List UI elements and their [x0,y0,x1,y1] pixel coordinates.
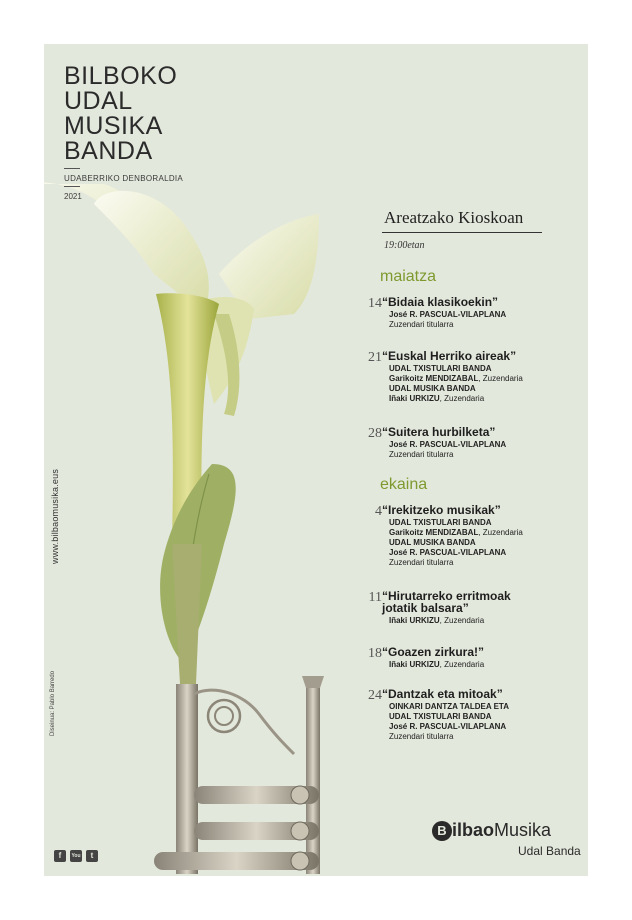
event-performer: OINKARI DANTZA TALDEA ETA [389,702,509,711]
event-day: 28 [368,426,382,441]
event-details [389,364,523,404]
year-label: 2021 [64,192,82,201]
twitter-icon[interactable]: t [86,850,98,862]
trumpet-leadpipe [306,684,320,874]
event-role: Zuzendari titularra [389,450,454,459]
youtube-icon[interactable]: You [70,850,82,862]
event-role: Zuzendari titularra [389,732,454,741]
event-role: Zuzendari titularra [389,558,454,567]
trumpet-pipe [176,684,198,874]
event-performer: José R. PASCUAL-VILAPLANA [389,440,507,449]
event-performer: José R. PASCUAL-VILAPLANA [389,548,507,557]
concert-time: 19:00etan [384,240,425,251]
logo-mark: B [432,821,452,841]
title-line: BILBOKO [64,62,178,90]
event-title: “Bidaia klasikoekin” [382,295,499,309]
trumpet-valve-3 [291,852,309,870]
facebook-icon[interactable]: f [54,850,66,862]
event-day: 11 [368,590,382,605]
event-title: “Dantzak eta mitoak” [382,687,503,701]
event-performer: UDAL MUSIKA BANDA [389,538,476,547]
event-performer: Garikoitz MENDIZABAL [389,374,479,383]
event-title: “Suitera hurbilketa” [382,425,496,439]
event-details [389,310,506,330]
logo-word-bilbao: ilbao [452,820,495,840]
trumpet-valve-2 [291,822,309,840]
website-link[interactable]: www.bilbaomusika.eus [50,468,60,564]
event-performer: José R. PASCUAL-VILAPLANA [389,722,507,731]
event-performer: UDAL TXISTULARI BANDA [389,518,492,527]
season-label: UDABERRIKO DENBORALDIA [64,174,184,183]
event-role: , Zuzendaria [439,616,485,625]
bilbaomusika-logo [432,820,581,858]
event-role: Zuzendari titularra [389,320,454,329]
event-title: “Irekitzeko musikak” [382,503,501,517]
month-may: maiatza [380,268,437,285]
event-role: , Zuzendaria [439,394,485,403]
event-performer: Iñaki URKIZU [389,394,440,403]
event-day: 24 [368,688,382,703]
title-line: UDAL [64,87,133,115]
event-title: “Goazen zirkura!” [382,645,485,659]
trumpet-spiral-outer [208,700,240,732]
event-day: 4 [375,504,382,519]
event-day: 21 [368,350,382,365]
event-title-line: jotatik balsara” [382,601,469,615]
event-title-line: “Hirutarreko erritmoak [382,589,511,603]
logo-word-musika: Musika [494,820,552,840]
divider [64,186,80,187]
trumpet-spiral-inner [215,707,233,725]
event-performer: Garikoitz MENDIZABAL [389,528,479,537]
event-performer: José R. PASCUAL-VILAPLANA [389,310,507,319]
poster [44,44,588,876]
event-details [389,518,523,568]
title-line: MUSIKA [64,112,163,140]
event-performer: UDAL MUSIKA BANDA [389,384,476,393]
event-role: , Zuzendaria [478,528,523,537]
logo-subtitle: Udal Banda [518,844,581,858]
title-line: BANDA [64,137,153,165]
trumpet-valve-1 [291,786,309,804]
event-role: , Zuzendaria [439,660,485,669]
event-role: , Zuzendaria [478,374,523,383]
event-performer: Iñaki URKIZU [389,616,440,625]
event-performer: Iñaki URKIZU [389,660,440,669]
event-details [389,660,484,670]
band-title [64,64,177,164]
event-title [382,590,511,614]
design-credit: Diseinua: Pablo Barredo [50,670,56,736]
venue: Areatzako Kioskoan [384,208,524,227]
event-details [389,702,509,742]
event-performer: UDAL TXISTULARI BANDA [389,712,492,721]
event-performer: UDAL TXISTULARI BANDA [389,364,492,373]
event-day: 14 [368,296,382,311]
event-day: 18 [368,646,382,661]
event-title: “Euskal Herriko aireak” [382,349,517,363]
divider [64,168,80,169]
event-details [389,616,484,626]
social-links [54,850,98,862]
month-june: ekaina [380,476,428,493]
lily-trumpet-illustration [44,44,588,876]
trumpet-mouthpiece [302,676,324,688]
event-details [389,440,506,460]
venue-divider [382,232,542,233]
stem [172,544,202,684]
